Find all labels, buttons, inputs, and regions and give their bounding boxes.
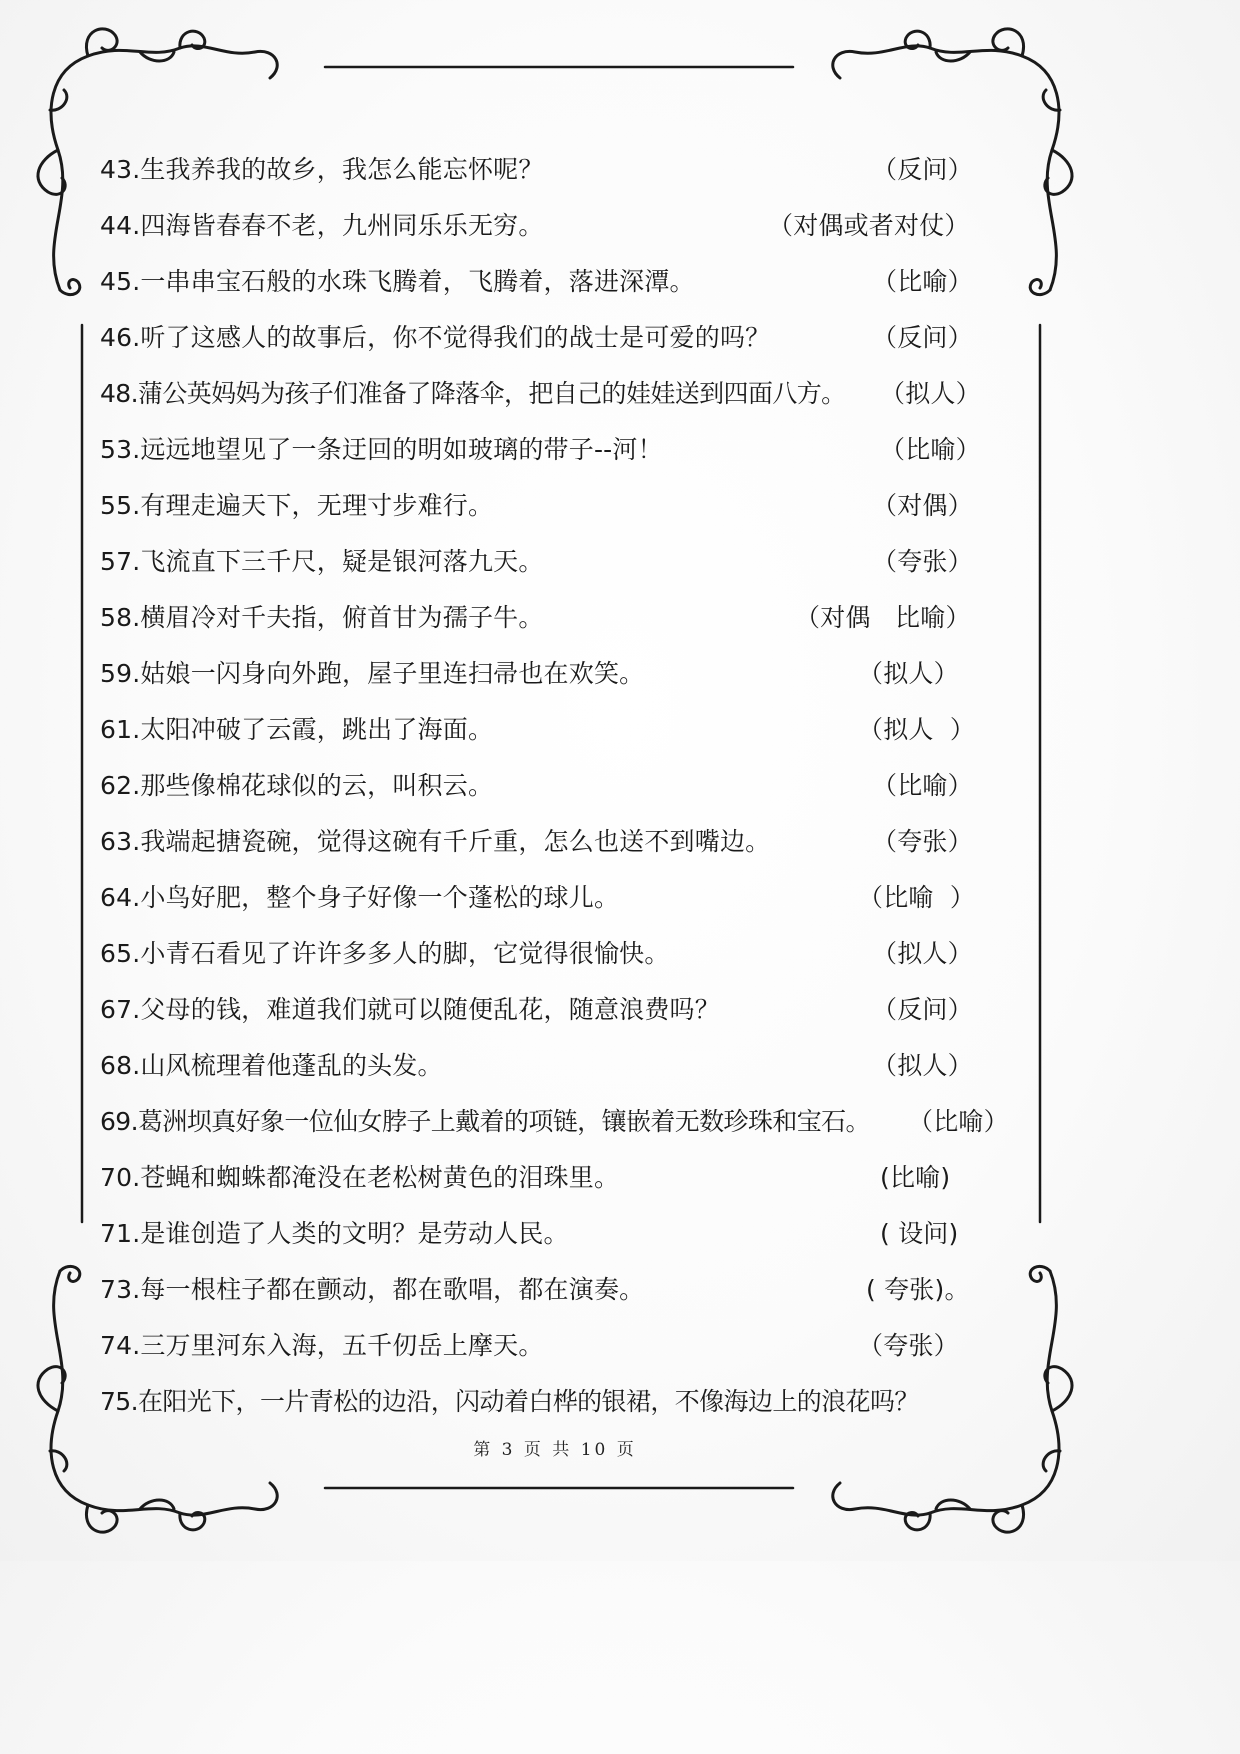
list-item — [0, 1318, 1110, 1374]
list-item — [0, 366, 1110, 422]
list-item — [0, 814, 1110, 870]
list-item — [0, 982, 1110, 1038]
answer-text: （反问） — [872, 995, 973, 1024]
page-number: 第 3 页 共 10 页 — [473, 1440, 637, 1460]
list-item — [0, 1038, 1110, 1094]
sentence-text: 62.那些像棉花球似的云，叫积云。 — [100, 771, 494, 800]
sentence-text: 71.是谁创造了人类的文明？是劳动人民。 — [100, 1219, 569, 1248]
answer-text: （夸张） — [872, 547, 973, 576]
sentence-text: 68.山风梳理着他蓬乱的头发。 — [100, 1051, 443, 1080]
sentence-text: 43.生我养我的故乡，我怎么能忘怀呢？ — [100, 155, 544, 184]
answer-text: ( 夸张)。 — [866, 1275, 970, 1304]
list-item — [0, 1150, 1110, 1206]
answer-text: （比喻） — [872, 267, 973, 296]
sentence-text: 63.我端起搪瓷碗，觉得这碗有千斤重，怎么也送不到嘴边。 — [100, 827, 771, 856]
list-item — [0, 198, 1110, 254]
answer-text: （夸张） — [858, 1331, 959, 1360]
sentence-text: 75.在阳光下，一片青松的边沿，闪动着白桦的银裙，不像海边上的浪花吗？ — [100, 1387, 919, 1416]
answer-text: （拟人） — [880, 379, 981, 408]
list-item — [0, 1262, 1110, 1318]
answer-text: （拟人） — [858, 659, 959, 688]
answer-text: （拟人） — [872, 1051, 973, 1080]
list-item — [0, 870, 1110, 926]
sentence-text: 46.听了这感人的故事后，你不觉得我们的战士是可爱的吗？ — [100, 323, 771, 352]
sentence-text: 59.姑娘一闪身向外跑，屋子里连扫帚也在欢笑。 — [100, 659, 645, 688]
list-item — [0, 1206, 1110, 1262]
sentence-text: 48.蒲公英妈妈为孩子们准备了降落伞，把自己的娃娃送到四面八方。 — [100, 379, 846, 408]
answer-text: （比喻） — [872, 771, 973, 800]
sentence-text: 58.横眉冷对千夫指，俯首甘为孺子牛。 — [100, 603, 544, 632]
sentence-text: 67.父母的钱，难道我们就可以随便乱花，随意浪费吗？ — [100, 995, 720, 1024]
list-item — [0, 926, 1110, 982]
answer-text: （比喻 ） — [858, 883, 976, 912]
sentence-text: 65.小青石看见了许许多多人的脚，它觉得很愉快。 — [100, 939, 670, 968]
list-item — [0, 478, 1110, 534]
answer-text: （拟人 ） — [858, 715, 976, 744]
sentence-text: 57.飞流直下三千尺，疑是银河落九天。 — [100, 547, 544, 576]
list-item — [0, 646, 1110, 702]
list-item — [0, 590, 1110, 646]
answer-text: （反问） — [872, 323, 973, 352]
answer-text: （比喻） — [908, 1107, 1009, 1136]
sentence-text: 44.四海皆春春不老，九州同乐乐无穷。 — [100, 211, 544, 240]
sentence-text: 53.远远地望见了一条迂回的明如玻璃的带子--河！ — [100, 435, 663, 464]
answer-text: （夸张） — [872, 827, 973, 856]
sentence-text: 55.有理走遍天下，无理寸步难行。 — [100, 491, 494, 520]
answer-text: (比喻) — [880, 1163, 951, 1192]
list-item — [0, 254, 1110, 310]
sentence-text: 69.葛洲坝真好象一位仙女脖子上戴着的项链，镶嵌着无数珍珠和宝石。 — [100, 1107, 870, 1136]
answer-text: （反问） — [872, 155, 973, 184]
list-item — [0, 1094, 1110, 1150]
list-item — [0, 310, 1110, 366]
list-item — [0, 702, 1110, 758]
answer-text: （对偶） — [872, 491, 973, 520]
list-item — [0, 422, 1110, 478]
sentence-text: 74.三万里河东入海，五千仞岳上摩天。 — [100, 1331, 544, 1360]
answer-text: ( 设问) — [880, 1219, 959, 1248]
list-item — [0, 1374, 1110, 1430]
list-item — [0, 758, 1110, 814]
sentence-text: 61.太阳冲破了云霞，跳出了海面。 — [100, 715, 494, 744]
sentence-text: 45.一串串宝石般的水珠飞腾着，飞腾着，落进深潭。 — [100, 267, 695, 296]
sentence-text: 70.苍蝇和蜘蛛都淹没在老松树黄色的泪珠里。 — [100, 1163, 620, 1192]
list-item — [0, 142, 1110, 198]
sentence-text: 64.小鸟好肥，整个身子好像一个蓬松的球儿。 — [100, 883, 620, 912]
answer-text: （对偶或者对仗） — [768, 211, 970, 240]
answer-text: （对偶 比喻） — [795, 603, 971, 632]
sentence-text: 73.每一根柱子都在颤动，都在歌唱，都在演奏。 — [100, 1275, 645, 1304]
list-item — [0, 534, 1110, 590]
answer-text: （拟人） — [872, 939, 973, 968]
answer-text: （比喻） — [880, 435, 981, 464]
